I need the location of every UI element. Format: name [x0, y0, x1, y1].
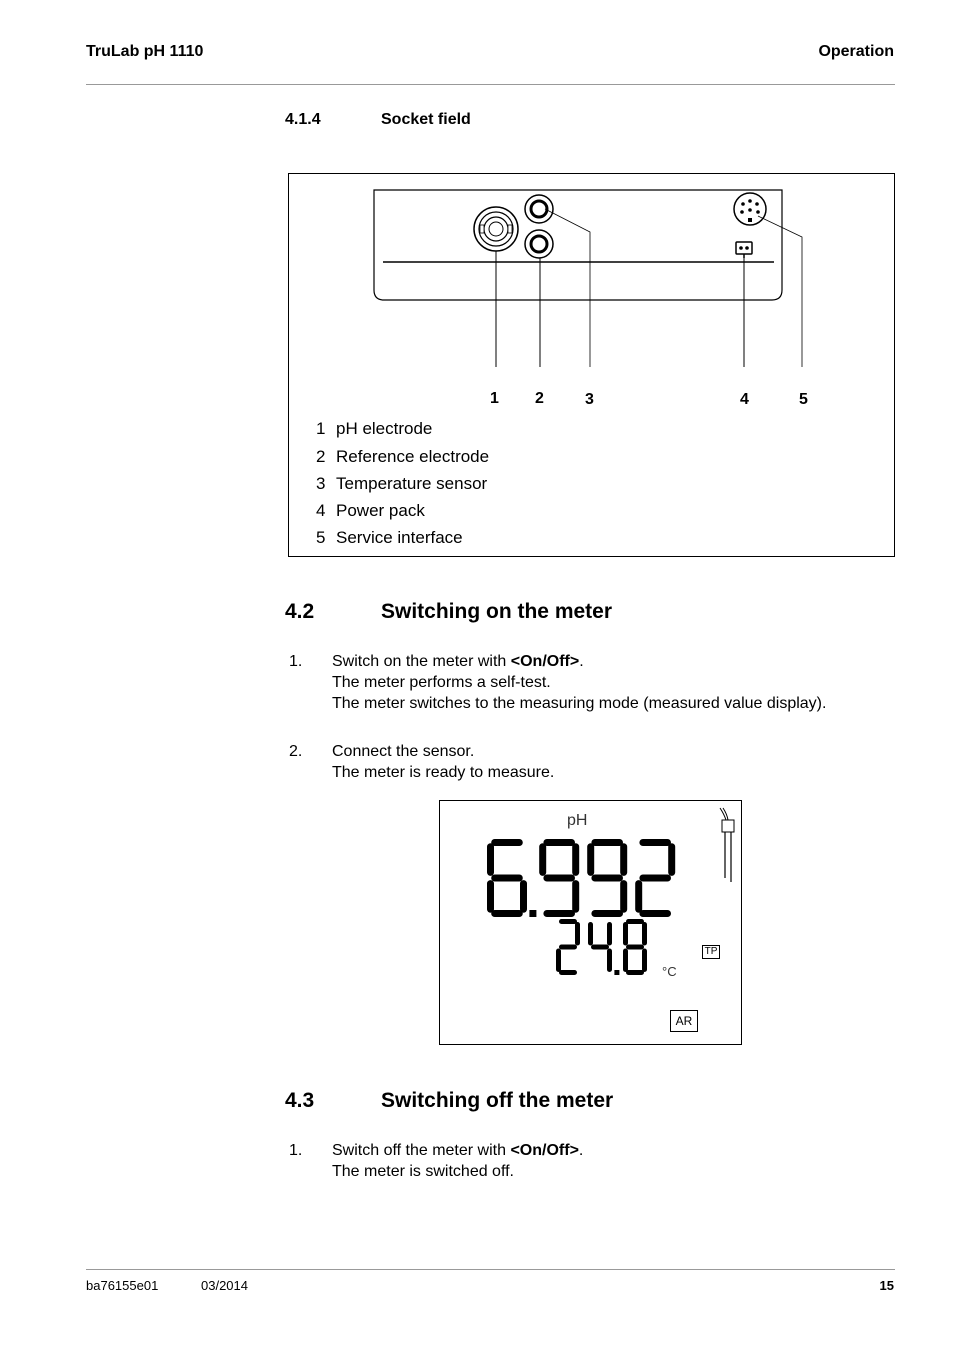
step-punct: .	[578, 1142, 584, 1159]
reference-socket-icon	[525, 230, 553, 258]
meter-display	[439, 800, 742, 1045]
socket-field-drawing	[289, 174, 894, 404]
electrode-icon	[714, 806, 744, 886]
legend-label: pH electrode	[336, 419, 433, 438]
callout-2: 2	[535, 390, 544, 407]
leader-line-5	[758, 216, 802, 367]
display-temp-unit: °C	[662, 964, 677, 979]
step-number: 2.	[289, 743, 303, 760]
legend-number: 5	[316, 528, 326, 547]
main-digit-segment	[491, 875, 523, 882]
temp-digit-segment	[559, 970, 577, 975]
temp-digit-segment	[556, 949, 561, 973]
legend-item	[316, 501, 425, 521]
temp-digit-segment	[559, 919, 577, 924]
section-42-title: Switching on the meter	[381, 600, 613, 623]
ph-electrode-socket-icon	[474, 207, 518, 251]
legend-number: 4	[316, 501, 326, 520]
legend-label: Temperature sensor	[336, 474, 488, 493]
temp-digit-segment	[607, 949, 612, 973]
step-result: The meter is switched off.	[332, 1163, 514, 1180]
main-digit-segment	[543, 875, 575, 882]
temp-digit-segment	[626, 945, 644, 950]
step-text: Switch off the meter with	[332, 1142, 511, 1159]
step-result: The meter performs a self-test.	[332, 674, 551, 691]
legend-item	[316, 474, 487, 494]
display-main-value	[485, 839, 685, 929]
main-digit-segment	[572, 843, 579, 876]
main-digit-segment	[572, 880, 579, 913]
legend-number: 3	[316, 474, 326, 493]
temp-digit-segment	[559, 945, 577, 950]
temperature-socket-icon	[525, 195, 553, 223]
legend-item	[316, 528, 463, 548]
step-result: The meter is ready to measure.	[332, 764, 555, 781]
display-temperature-value	[554, 919, 664, 989]
key-on-off: <On/Off>	[510, 1142, 579, 1159]
temp-digit-decimal-point	[614, 970, 619, 975]
callout-5: 5	[799, 391, 808, 408]
temp-digit-segment	[607, 922, 612, 946]
header-product: TruLab pH 1110	[86, 43, 204, 60]
leader-line-3	[545, 209, 590, 367]
main-digit-segment	[591, 839, 623, 846]
main-digit-segment	[620, 880, 627, 913]
main-digit-segment	[591, 910, 623, 917]
main-digit-segment	[487, 880, 494, 913]
legend-number: 1	[316, 419, 326, 438]
device-outline	[374, 190, 782, 300]
footer-date: 03/2014	[201, 1278, 248, 1293]
step-number: 1.	[289, 1142, 303, 1159]
step-item	[289, 1140, 889, 1184]
header-chapter: Operation	[818, 43, 894, 60]
step-item	[289, 651, 889, 715]
step-text: Switch on the meter with	[332, 653, 511, 670]
main-digit-segment	[639, 910, 671, 917]
main-digit-segment	[620, 843, 627, 876]
main-digit-segment	[491, 839, 523, 846]
main-digit-segment	[591, 875, 623, 882]
legend-label: Power pack	[336, 501, 425, 520]
main-digit-segment	[639, 839, 671, 846]
temp-digit-segment	[623, 949, 628, 973]
temp-digit-segment	[626, 919, 644, 924]
section-43-number: 4.3	[285, 1089, 315, 1112]
main-digit-decimal-point	[529, 910, 536, 917]
main-digit-segment	[487, 843, 494, 876]
step-text: Connect the sensor.	[332, 743, 475, 760]
main-digit-segment	[639, 875, 671, 882]
header-rule	[86, 84, 895, 85]
footer-doc-id: ba76155e01	[86, 1278, 159, 1293]
socket-field-figure	[288, 173, 895, 557]
section-414-number: 4.1.4	[285, 111, 321, 128]
temp-digit-segment	[575, 922, 580, 946]
callout-3: 3	[585, 391, 594, 408]
legend-item	[316, 419, 432, 439]
legend-item	[316, 447, 489, 467]
footer-page-number: 15	[879, 1278, 894, 1293]
temp-digit-segment	[591, 945, 609, 950]
main-digit-segment	[543, 839, 575, 846]
step-number: 1.	[289, 653, 303, 670]
footer-rule	[86, 1269, 895, 1270]
main-digit-segment	[587, 843, 594, 876]
legend-number: 2	[316, 447, 326, 466]
legend-label: Reference electrode	[336, 447, 490, 466]
legend-label: Service interface	[336, 528, 463, 547]
main-digit-segment	[520, 880, 527, 913]
temp-digit-segment	[626, 970, 644, 975]
section-42-number: 4.2	[285, 600, 315, 623]
callout-1: 1	[490, 390, 499, 407]
main-digit-segment	[491, 910, 523, 917]
step-item	[289, 741, 889, 785]
main-digit-segment	[539, 843, 546, 876]
temp-digit-segment	[642, 922, 647, 946]
display-unit: pH	[567, 812, 588, 829]
temp-digit-segment	[623, 922, 628, 946]
main-digit-segment	[635, 880, 642, 913]
tp-badge: TP	[702, 945, 720, 959]
step-result: The meter switches to the measuring mode (measured value display).	[332, 695, 827, 712]
main-digit-segment	[668, 843, 675, 876]
ar-badge: AR	[670, 1010, 698, 1032]
section-414-title: Socket field	[381, 111, 471, 128]
callout-4: 4	[740, 391, 749, 408]
power-pack-socket-icon	[736, 242, 752, 258]
temp-digit-segment	[642, 949, 647, 973]
main-digit-segment	[543, 910, 575, 917]
step-punct: .	[579, 653, 584, 670]
service-interface-socket-icon	[734, 193, 766, 225]
temp-digit-segment	[588, 922, 593, 946]
key-on-off: <On/Off>	[510, 653, 580, 670]
section-43-title: Switching off the meter	[381, 1089, 614, 1112]
